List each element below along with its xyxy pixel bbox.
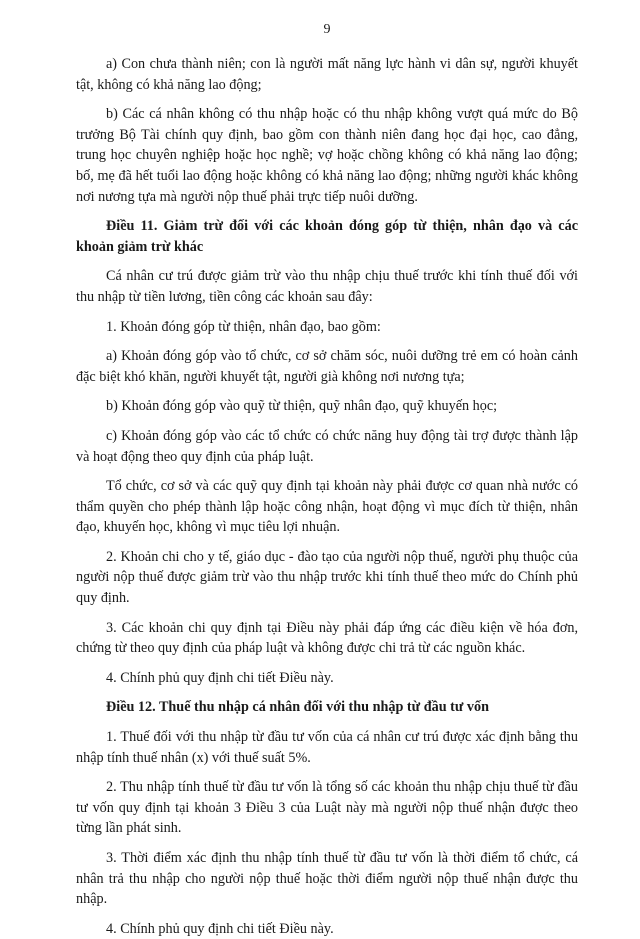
article-12-clause-2: 2. Thu nhập tính thuế từ đầu tư vốn là tổng số các khoản thu nhập chịu thuế từ đầu tư vốn quy định tại khoản 3 Điều 3 của Luật này mà người nộp thuế nhận được theo từng lần phát sinh. [76, 779, 578, 837]
article-12-clause-4: 4. Chính phủ quy định chi tiết Điều này. [106, 920, 334, 937]
page-number: 9 [323, 22, 331, 37]
article-11-clause-2: 2. Khoản chi cho y tế, giáo dục - đào tạo của người nộp thuế, người phụ thuộc của người nộp thuế được giảm trừ vào thu nhập trước khi tính thuế theo mức do Chính phủ quy định. [76, 548, 578, 607]
article-11-intro: Cá nhân cư trú được giảm trừ vào thu nhập chịu thuế trước khi tính thuế đối với thu nhập từ tiền lương, tiền công các khoản sau đây: [76, 268, 578, 305]
article-12-clause-1: 1. Thuế đối với thu nhập từ đầu tư vốn của cá nhân cư trú được xác định bằng thu nhập tính thuế nhân (x) với thuế suất 5%. [76, 729, 578, 766]
article-11-clause-1a: a) Khoản đóng góp vào tổ chức, cơ sở chăm sóc, nuôi dưỡng trẻ em có hoàn cảnh đặc biệt khó khăn, người khuyết tật, người già không nơi nương tựa; [76, 348, 578, 385]
article-11-heading: Điều 11. Giảm trừ đối với các khoản đóng góp từ thiện, nhân đạo và các khoản giảm trừ khác [76, 218, 578, 255]
article-11-clause-1c: c) Khoản đóng góp vào các tổ chức có chức năng huy động tài trợ được thành lập và hoạt động theo quy định của pháp luật. [76, 427, 578, 465]
article-12-clause-3: 3. Thời điểm xác định thu nhập tính thuế từ đầu tư vốn là thời điểm tổ chức, cá nhân trả thu nhập cho người nộp thuế hoặc thời điểm người nộp thuế nhận được thu nhập. [76, 850, 578, 908]
article-11-organizations-note: Tổ chức, cơ sở và các quỹ quy định tại khoản này phải được cơ quan nhà nước có thẩm quyền cho phép thành lập hoặc công nhận, hoạt động vì mục đích từ thiện, nhân đạo, khuyến học, không vì mục tiêu lợi nhuận. [76, 478, 578, 536]
article-11-clause-1: 1. Khoản đóng góp từ thiện, nhân đạo, bao gồm: [106, 318, 381, 335]
article-12-heading: Điều 12. Thuế thu nhập cá nhân đối với thu nhập từ đầu tư vốn [106, 699, 489, 716]
article-11-clause-1b: b) Khoản đóng góp vào quỹ từ thiện, quỹ nhân đạo, quỹ khuyến học; [106, 398, 498, 415]
article-11-clause-3: 3. Các khoản chi quy định tại Điều này phải đáp ứng các điều kiện về hóa đơn, chứng từ theo quy định của pháp luật và không được chi trả từ các nguồn khác. [76, 619, 578, 657]
paragraph-dependent-minor: a) Con chưa thành niên; con là người mất năng lực hành vi dân sự, người khuyết tật, không có khả năng lao động; [76, 56, 578, 93]
paragraph-dependent-no-income: b) Các cá nhân không có thu nhập hoặc có thu nhập không vượt quá mức do Bộ trưởng Bộ Tài chính quy định, bao gồm con thành niên đang học đại học, cao đẳng, trung học chuyên nghiệp hoặc học nghề; vợ hoặc chồng không có khả năng lao động; bố, mẹ đã hết tuổi lao động hoặc không có khả năng lao động; những người khác không nơi nương tựa mà người nộp thuế phải trực tiếp nuôi dưỡng. [76, 106, 578, 205]
article-11-clause-4: 4. Chính phủ quy định chi tiết Điều này. [106, 669, 334, 686]
